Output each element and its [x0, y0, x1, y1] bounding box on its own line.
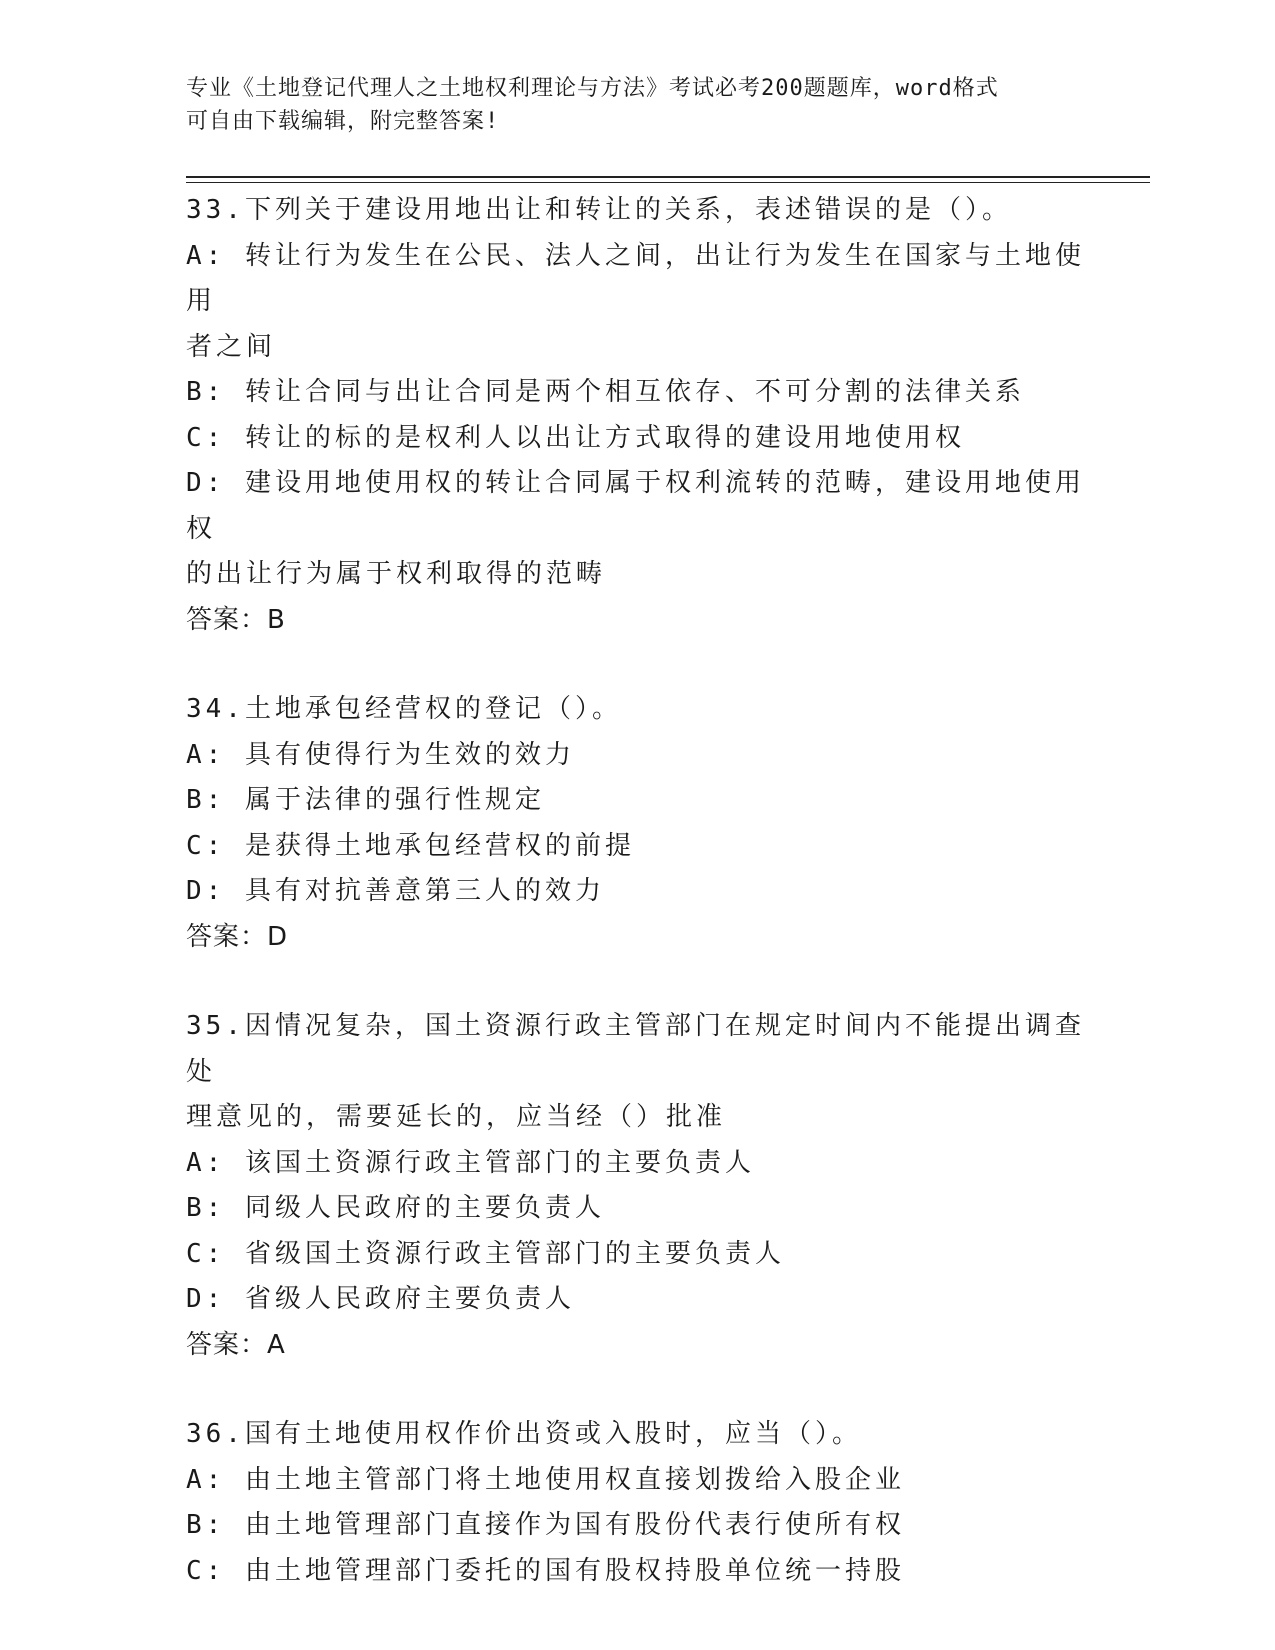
option-d: D: 建设用地使用权的转让合同属于权利流转的范畴，建设用地使用权: [186, 468, 1085, 544]
option-d: 的出让行为属于权利取得的范畴: [186, 559, 607, 589]
question-block: [186, 188, 1086, 643]
answer-line: 答案：B: [186, 604, 286, 635]
option-c: C: 由土地管理部门委托的国有股权持股单位统一持股: [186, 1555, 905, 1586]
option-a: 者之间: [186, 331, 277, 362]
answer-line: 答案：D: [186, 921, 289, 952]
question-block: [186, 1004, 1086, 1368]
option-b: B: 由土地管理部门直接作为国有股份代表行使所有权: [186, 1510, 905, 1540]
option-c: C: 转让的标的是权利人以出让方式取得的建设用地使用权: [186, 422, 965, 453]
question-block: [186, 1412, 1086, 1594]
option-b: B: 转让合同与出让合同是两个相互依存、不可分割的法律关系: [186, 377, 1025, 407]
header-line-1: 专业《土地登记代理人之土地权利理论与方法》考试必考200题题库，word格式: [186, 76, 999, 101]
document-header: [186, 72, 1066, 138]
question-stem: 理意见的，需要延长的，应当经（）批准: [186, 1102, 727, 1132]
option-c: C: 省级国土资源行政主管部门的主要负责人: [186, 1238, 785, 1269]
option-b: B: 属于法律的强行性规定: [186, 785, 545, 815]
option-c: C: 是获得土地承包经营权的前提: [186, 830, 635, 861]
question-stem: 33.下列关于建设用地出让和转让的关系，表述错误的是（）。: [186, 195, 1012, 225]
header-rule-thick: [186, 176, 1150, 178]
option-a: A: 转让行为发生在公民、法人之间，出让行为发生在国家与土地使用: [186, 240, 1085, 316]
question-block: [186, 687, 1086, 960]
option-d: D: 省级人民政府主要负责人: [186, 1284, 575, 1314]
option-a: A: 由土地主管部门将土地使用权直接划拨给入股企业: [186, 1464, 905, 1495]
option-a: A: 具有使得行为生效的效力: [186, 739, 575, 770]
option-a: A: 该国土资源行政主管部门的主要负责人: [186, 1147, 755, 1178]
option-d: D: 具有对抗善意第三人的效力: [186, 876, 605, 906]
question-stem: 34.土地承包经营权的登记（）。: [186, 694, 622, 724]
header-line-2: 可自由下载编辑，附完整答案!: [186, 109, 500, 134]
question-stem: 36.国有土地使用权作价出资或入股时，应当（）。: [186, 1419, 862, 1449]
question-stem: 35.因情况复杂，国土资源行政主管部门在规定时间内不能提出调查处: [186, 1011, 1085, 1087]
answer-line: 答案：A: [186, 1329, 286, 1360]
option-b: B: 同级人民政府的主要负责人: [186, 1193, 605, 1223]
question-list: [186, 188, 1086, 1638]
header-rule-thin: [186, 182, 1150, 183]
